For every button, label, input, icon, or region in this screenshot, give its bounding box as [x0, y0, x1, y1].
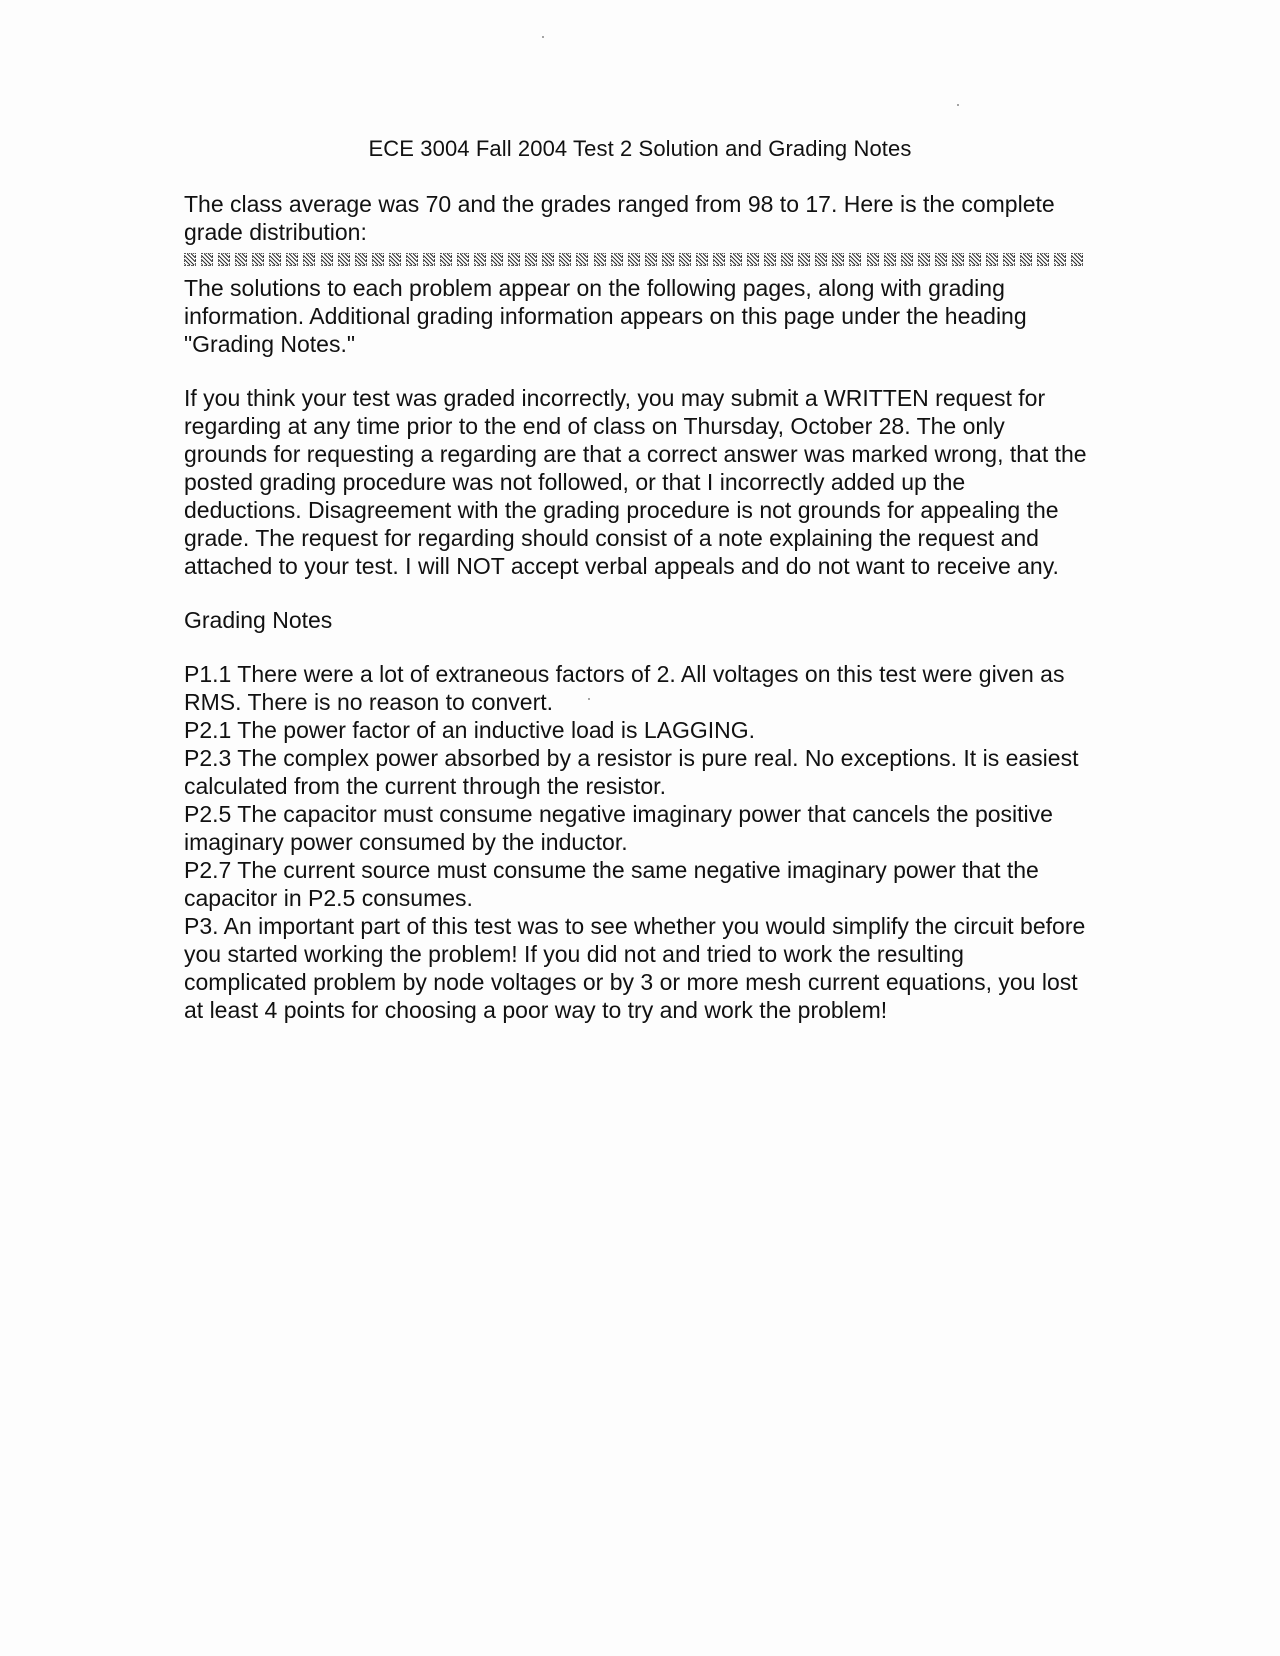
document-title: ECE 3004 Fall 2004 Test 2 Solution and Grading Notes [368, 136, 912, 161]
solutions-paragraph: The solutions to each problem appear on the following pages, along with grading information. Additional grading information appears on this page under the heading "Grading Notes." [184, 275, 1027, 357]
distribution-glyph [525, 253, 537, 266]
distribution-glyph [508, 253, 520, 266]
grade-distribution-strip [184, 248, 1084, 270]
distribution-glyph [457, 253, 469, 266]
regrade-paragraph: If you think your test was graded incorrectly, you may submit a WRITTEN request for regarding at any time prior to the end of class on Thursday, October 28. The only grounds for requesting a regarding are that a correct answer was marked wrong, that the posted grading procedure was not followed, or that I incorrectly added up the deductions. Disagreement with the grading procedure is not grounds for appealing the grade. The request for regarding should consist of a note explaining the request and attached to your test. I will NOT accept verbal appeals and do not want to receive any. [184, 385, 1087, 579]
distribution-glyph [662, 253, 674, 266]
distribution-glyph [969, 253, 981, 266]
document-body [184, 190, 1089, 1024]
distribution-glyph [406, 253, 418, 266]
note-p2-3: P2.3 The complex power absorbed by a resistor is pure real. No exceptions. It is easiest calculated from the current through the resistor. [184, 745, 1079, 799]
distribution-glyph [696, 253, 708, 266]
distribution-glyph [815, 253, 827, 266]
distribution-glyph [747, 253, 759, 266]
distribution-glyph [611, 253, 623, 266]
scan-speck [957, 104, 959, 106]
distribution-glyph [594, 253, 606, 266]
distribution-glyph [372, 253, 384, 266]
distribution-glyph [338, 253, 350, 266]
distribution-glyph [321, 253, 333, 266]
distribution-glyph [764, 253, 776, 266]
paragraph-gap [184, 358, 1089, 384]
distribution-glyph [918, 253, 930, 266]
distribution-glyph [1071, 253, 1083, 266]
distribution-glyph [423, 253, 435, 266]
distribution-glyph [849, 253, 861, 266]
grading-notes-heading: Grading Notes [184, 607, 333, 633]
note-p2-1: P2.1 The power factor of an inductive load is LAGGING. [184, 717, 756, 743]
note-p1-1: P1.1 There were a lot of extraneous factors of 2. All voltages on this test were given as RMS. There is no reason to convert. [184, 661, 1065, 715]
distribution-glyph [935, 253, 947, 266]
distribution-glyph [679, 253, 691, 266]
note-p2-7: P2.7 The current source must consume the same negative imaginary power that the capacitor in P2.5 consumes. [184, 857, 1039, 911]
distribution-glyph [884, 253, 896, 266]
distribution-glyph [389, 253, 401, 266]
distribution-glyph [628, 253, 640, 266]
distribution-glyph [952, 253, 964, 266]
distribution-glyph [867, 253, 879, 266]
distribution-glyph [1003, 253, 1015, 266]
note-p2-5: P2.5 The capacitor must consume negative imaginary power that cancels the positive imaginary power consumed by the inductor. [184, 801, 1053, 855]
distribution-glyph [218, 253, 230, 266]
distribution-glyph [1054, 253, 1066, 266]
distribution-glyph [252, 253, 264, 266]
scan-speck [542, 36, 544, 38]
distribution-glyph [713, 253, 725, 266]
distribution-glyph [576, 253, 588, 266]
distribution-glyph [730, 253, 742, 266]
distribution-glyph [440, 253, 452, 266]
distribution-glyph [355, 253, 367, 266]
distribution-glyph [1037, 253, 1049, 266]
distribution-glyph [491, 253, 503, 266]
distribution-glyph [781, 253, 793, 266]
distribution-glyph [201, 253, 213, 266]
distribution-glyph [542, 253, 554, 266]
distribution-glyph [303, 253, 315, 266]
distribution-glyph [184, 253, 196, 266]
intro-paragraph: The class average was 70 and the grades ranged from 98 to 17. Here is the complete grade distribution: [184, 191, 1055, 245]
note-p3: P3. An important part of this test was to see whether you would simplify the circuit before you started working the problem! If you did not and tried to work the resulting complicated problem by node voltages or by 3 or more mesh current equations, you lost at least 4 points for choosing a poor way to try and work the problem! [184, 913, 1086, 1023]
distribution-glyph [901, 253, 913, 266]
distribution-glyph [235, 253, 247, 266]
distribution-glyph [474, 253, 486, 266]
distribution-glyph [269, 253, 281, 266]
distribution-glyph [286, 253, 298, 266]
distribution-glyph [1020, 253, 1032, 266]
distribution-glyph [798, 253, 810, 266]
distribution-glyph [645, 253, 657, 266]
paragraph-gap [184, 580, 1089, 606]
distribution-glyph [986, 253, 998, 266]
distribution-glyph [559, 253, 571, 266]
paragraph-gap [184, 634, 1089, 660]
distribution-glyph [832, 253, 844, 266]
